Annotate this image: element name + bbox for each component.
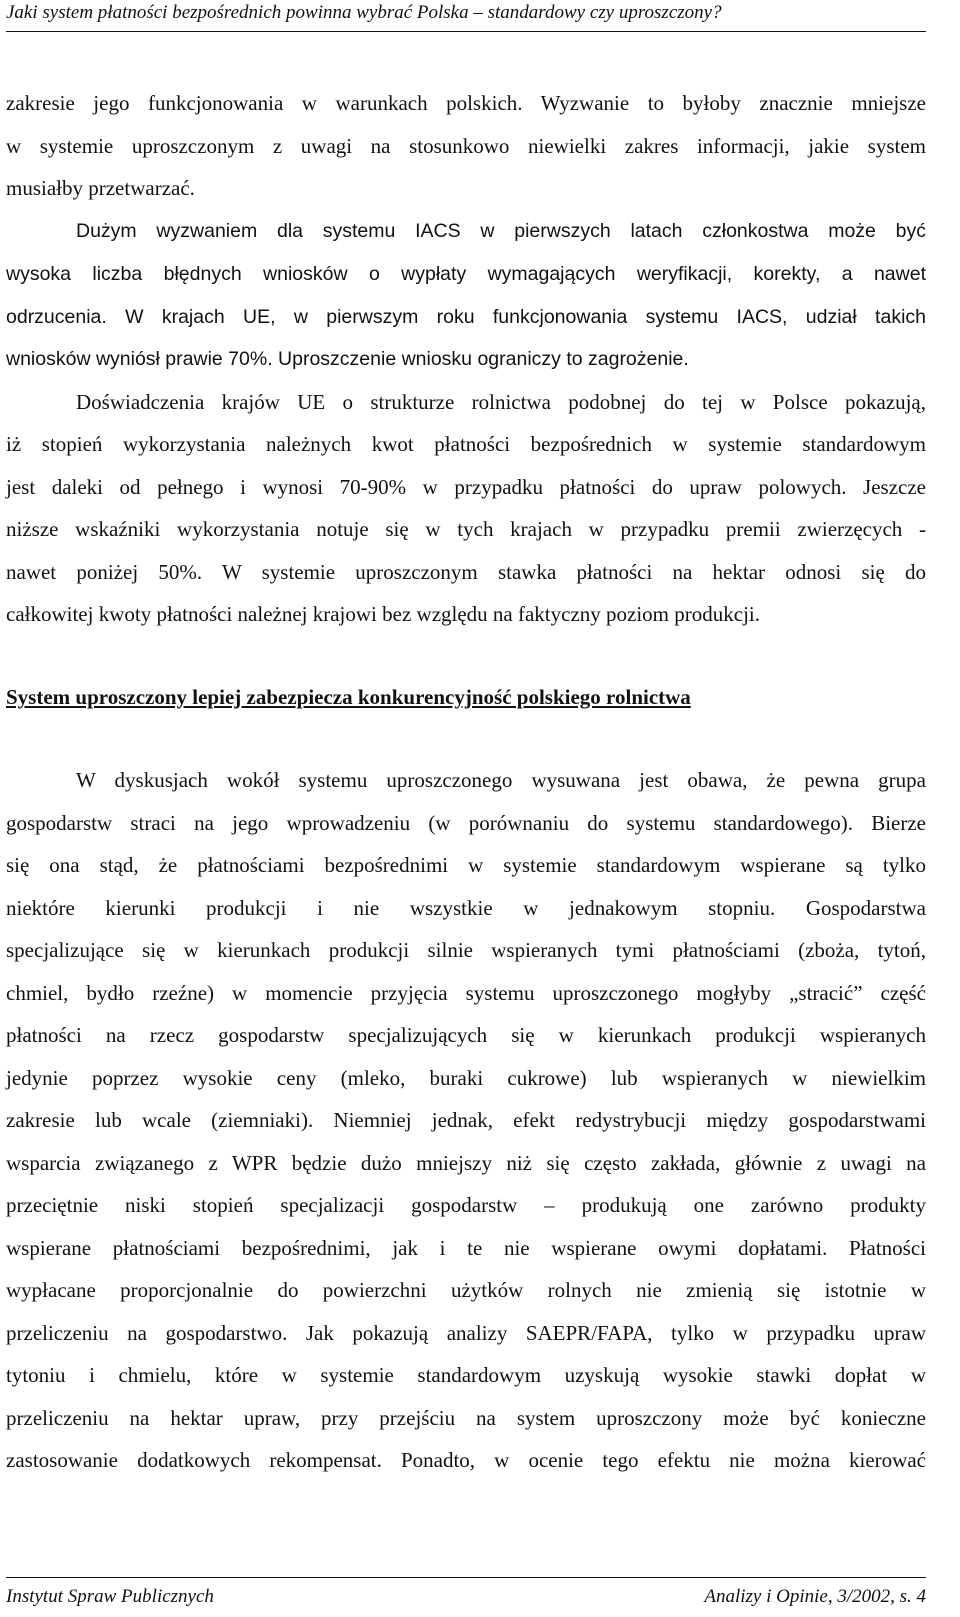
paragraph-line: iż stopień wykorzystania należnych kwot płatności bezpośrednich w systemie standardowym xyxy=(6,432,926,456)
paragraph-line: całkowitej kwoty płatności należnej krajowi bez względu na faktyczny poziom produkcji. xyxy=(6,602,761,626)
paragraph-line: wniosków wyniósł prawie 70%. Uproszczenie wniosku ograniczy to zagrożenie. xyxy=(6,348,689,370)
paragraph-line: płatności na rzecz gospodarstw specjalizujących się w kierunkach produkcji wspieranych xyxy=(6,1023,926,1047)
header-divider xyxy=(6,31,926,32)
paragraph-line: musiałby przetwarzać. xyxy=(6,176,195,200)
paragraph-line: się ona stąd, że płatnościami bezpośrednimi w systemie standardowym wspierane są tylko xyxy=(6,853,926,877)
running-header: Jaki system płatności bezpośrednich powinna wybrać Polska – standardowy czy uproszczony? xyxy=(6,2,722,23)
paragraph-line: wsparcia związanego z WPR będzie dużo mniejszy niż się często zakłada, głównie z uwagi na xyxy=(6,1151,926,1175)
footer-page-info: Analizy i Opinie, 3/2002, s. 4 xyxy=(704,1586,926,1607)
paragraph-line: zakresie jego funkcjonowania w warunkach polskich. Wyzwanie to byłoby znacznie mniejsze xyxy=(6,91,926,115)
page-footer xyxy=(6,1584,926,1610)
paragraph-line: Doświadczenia krajów UE o strukturze rolnictwa podobnej do tej w Polsce pokazują, xyxy=(76,390,926,414)
paragraph-line: przeciętnie niski stopień specjalizacji gospodarstw – produkują one zarówno produkty xyxy=(6,1193,926,1217)
paragraph-line: niższe wskaźniki wykorzystania notuje się w tych krajach w przypadku premii zwierzęcych - xyxy=(6,517,926,541)
paragraph-line: tytoniu i chmielu, które w systemie standardowym uzyskują wysokie stawki dopłat w xyxy=(6,1363,926,1387)
paragraph-line: nawet poniżej 50%. W systemie uproszczonym stawka płatności na hektar odnosi się do xyxy=(6,560,926,584)
footer-divider xyxy=(6,1577,926,1578)
paragraph-line: gospodarstw straci na jego wprowadzeniu (w porównaniu do systemu standardowego). Bierze xyxy=(6,811,926,835)
paragraph-line: przeliczeniu na hektar upraw, przy przejściu na system uproszczony może być konieczne xyxy=(6,1406,926,1430)
paragraph-line: Dużym wyzwaniem dla systemu IACS w pierwszych latach członkostwa może być xyxy=(76,220,926,242)
paragraph-line: jest daleki od pełnego i wynosi 70-90% w przypadku płatności do upraw polowych. Jeszcze xyxy=(6,475,926,499)
paragraph-line: odrzucenia. W krajach UE, w pierwszym roku funkcjonowania systemu IACS, udział takich xyxy=(6,306,926,328)
paragraph-line: jedynie poprzez wysokie ceny (mleko, buraki cukrowe) lub wspieranych w niewielkim xyxy=(6,1066,926,1090)
footer-publisher: Instytut Spraw Publicznych xyxy=(6,1586,214,1607)
paragraph-line: specjalizujące się w kierunkach produkcji silnie wspieranych tymi płatnościami (zboża, tytoń, xyxy=(6,938,926,962)
section-heading: System uproszczony lepiej zabezpiecza konkurencyjność polskiego rolnictwa xyxy=(6,685,691,709)
paragraph-line: niektóre kierunki produkcji i nie wszystkie w jednakowym stopniu. Gospodarstwa xyxy=(6,896,926,920)
paragraph-line: wypłacane proporcjonalnie do powierzchni użytków rolnych nie zmienią się istotnie w xyxy=(6,1278,926,1302)
paragraph-line: W dyskusjach wokół systemu uproszczonego wysuwana jest obawa, że pewna grupa xyxy=(76,768,926,792)
paragraph-line: wysoka liczba błędnych wniosków o wypłaty wymagających weryfikacji, korekty, a nawet xyxy=(6,263,926,285)
paragraph-line: wspierane płatnościami bezpośrednimi, jak i te nie wspierane owymi dopłatami. Płatności xyxy=(6,1236,926,1260)
paragraph-line: w systemie uproszczonym z uwagi na stosunkowo niewielki zakres informacji, jakie system xyxy=(6,134,926,158)
paragraph-line: przeliczeniu na gospodarstwo. Jak pokazują analizy SAEPR/FAPA, tylko w przypadku upraw xyxy=(6,1321,926,1345)
paragraph-line: zakresie lub wcale (ziemniaki). Niemniej jednak, efekt redystrybucji między gospodarstwami xyxy=(6,1108,926,1132)
paragraph-line: zastosowanie dodatkowych rekompensat. Ponadto, w ocenie tego efektu nie można kierować xyxy=(6,1448,926,1472)
paragraph-line: chmiel, bydło rzeźne) w momencie przyjęcia systemu uproszczonego mogłyby „stracić” część xyxy=(6,981,926,1005)
